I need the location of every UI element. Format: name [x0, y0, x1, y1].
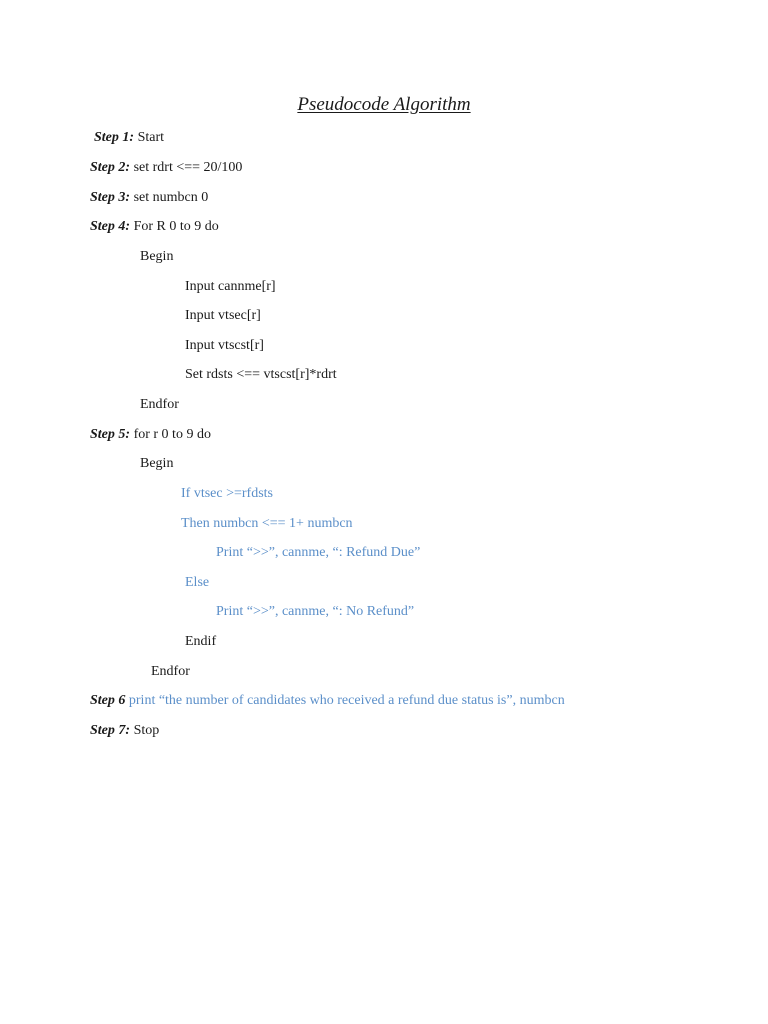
code-line: Print “>>”, cannme, “: No Refund” — [216, 604, 415, 619]
step-7-label: Step 7: — [90, 723, 131, 738]
code-line: Endif — [185, 634, 217, 649]
step-4-label: Step 4: — [90, 219, 131, 234]
step-5-line — [90, 426, 211, 444]
code-line: Endfor — [151, 664, 190, 679]
step-4-line — [90, 218, 219, 236]
step-2-label: Step 2: — [90, 160, 131, 175]
code-line: Input cannme[r] — [185, 279, 276, 294]
step-2-text: set rdrt <== 20/100 — [133, 160, 243, 175]
code-line: Endfor — [140, 397, 179, 412]
step-6-line — [90, 692, 565, 710]
step-1-text: Start — [137, 130, 165, 145]
step-5-text: for r 0 to 9 do — [133, 427, 211, 442]
step-3-line — [90, 189, 208, 207]
step-2-line — [90, 159, 242, 177]
code-line: If vtsec >=rfdsts — [181, 486, 273, 501]
step-5-label: Step 5: — [90, 427, 131, 442]
code-line: Begin — [140, 249, 174, 264]
code-line: Input vtscst[r] — [185, 338, 264, 353]
code-line: Input vtsec[r] — [185, 308, 261, 323]
step-1-label: Step 1: — [94, 130, 135, 145]
code-line: Else — [185, 575, 210, 590]
code-line: Print “>>”, cannme, “: Refund Due” — [216, 545, 421, 560]
step-7-line — [90, 722, 159, 740]
page-title: Pseudocode Algorithm — [297, 94, 471, 115]
step-3-text: set numbcn 0 — [133, 190, 209, 205]
code-line: Set rdsts <== vtscst[r]*rdrt — [185, 367, 337, 382]
step-6-text: print “the number of candidates who received a refund due status is”, numbcn — [128, 693, 565, 708]
step-7-text: Stop — [133, 723, 160, 738]
step-4-text: For R 0 to 9 do — [133, 219, 219, 234]
step-6-label: Step 6 — [90, 693, 126, 708]
step-1-line — [94, 129, 164, 147]
code-line: Begin — [140, 456, 174, 471]
step-3-label: Step 3: — [90, 190, 131, 205]
code-line: Then numbcn <== 1+ numbcn — [181, 516, 353, 531]
